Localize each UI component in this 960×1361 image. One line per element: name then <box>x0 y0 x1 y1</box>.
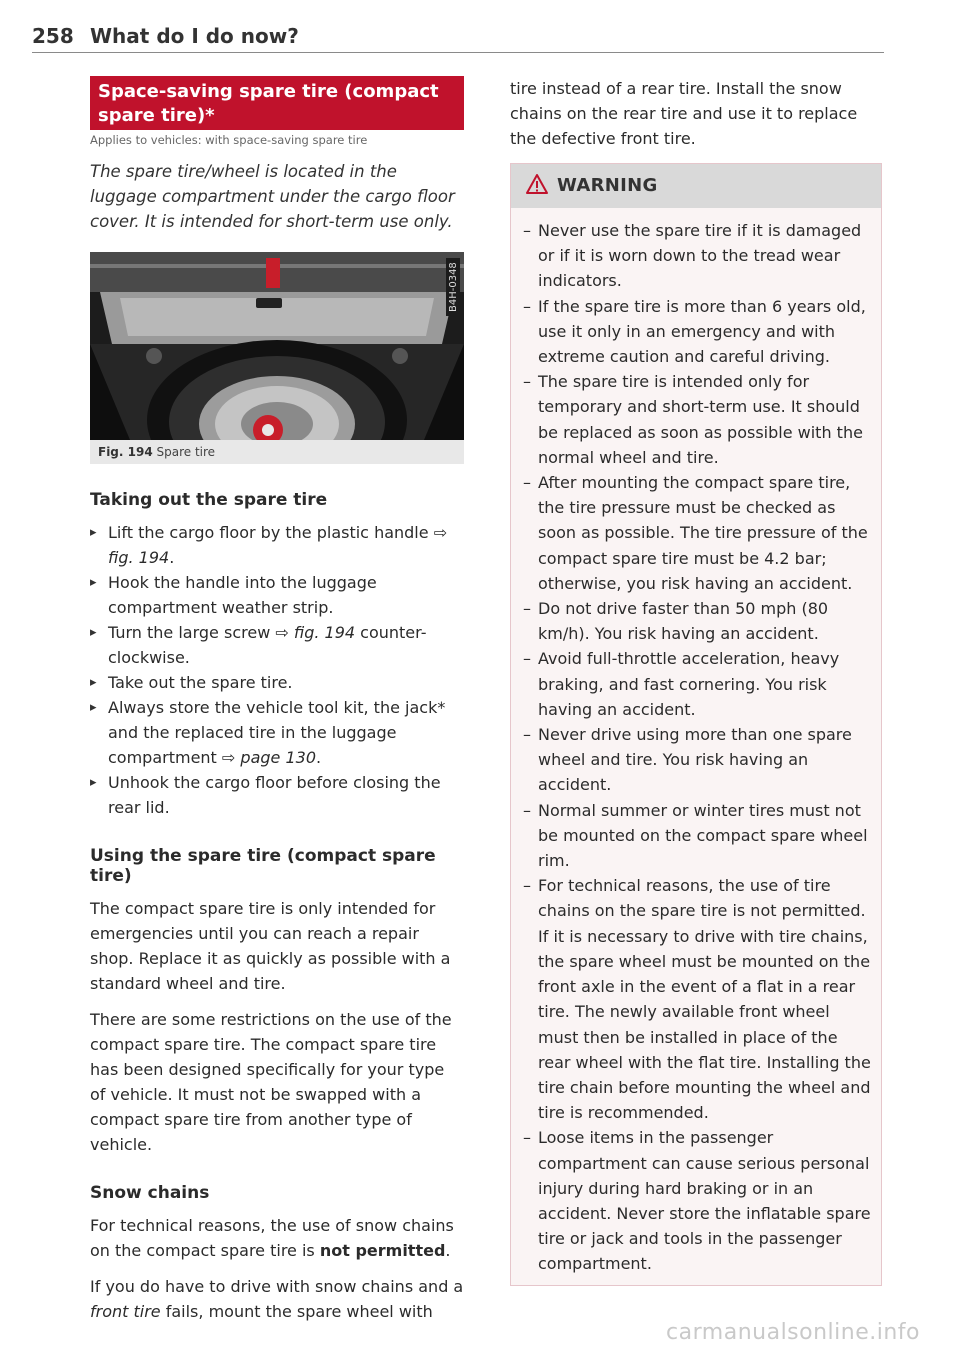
spare-tire-photo <box>90 252 464 464</box>
warning-item: – Avoid full-throttle acceleration, heavy braking, and fast cornering. You risk having an accident. <box>523 646 871 722</box>
warning-item: – Do not drive faster than 50 mph (80 km/h). You risk having an accident. <box>523 596 871 646</box>
using-heading: Using the spare tire (compact spare tire) <box>90 846 436 886</box>
taking-out-heading: Taking out the spare tire <box>90 490 328 510</box>
warning-box <box>510 163 882 1286</box>
warning-header <box>511 164 881 208</box>
step-item: ▸ Always store the vehicle tool kit, the jack* and the replaced tire in the luggage compartment ⇨ page 130. <box>90 695 464 770</box>
warning-item: – If the spare tire is more than 6 years old, use it only in an emergency and with extreme caution and careful driving. <box>523 294 871 370</box>
step-item: ▸ Unhook the cargo floor before closing the rear lid. <box>90 770 464 820</box>
page-header <box>32 22 884 53</box>
using-paragraph-2: There are some restrictions on the use of the compact spare tire. The compact spare tire has been designed specifically for your type of vehicle. It must not be swapped with a compact spare tire from another type of vehicle. <box>90 1010 452 1154</box>
warning-item: – For technical reasons, the use of tire chains on the spare tire is not permitted. If it is necessary to drive with tire chains, the spare wheel must be mounted on the front axle in the event of a flat in a rear tire. The newly available front wheel must then be installed in place of the rear wheel with the flat tire. Installing the tire chain before mounting the wheel and tire is recommended. <box>523 873 871 1125</box>
step-item: ▸ Turn the large screw ⇨ fig. 194 counter-clockwise. <box>90 620 464 670</box>
figure-caption-text: Spare tire <box>156 445 216 459</box>
warning-item: – Never drive using more than one spare wheel and tire. You risk having an accident. <box>523 722 871 798</box>
warning-triangle-icon <box>525 173 549 199</box>
page-link[interactable]: ⇨ page 130 <box>221 748 316 767</box>
warning-item: – Normal summer or winter tires must not be mounted on the compact spare wheel rim. <box>523 798 871 874</box>
section-title: Space-saving spare tire (compact spare tire)* <box>90 76 464 130</box>
warning-item: – Never use the spare tire if it is damaged or if it is worn down to the tread wear indicators. <box>523 218 871 294</box>
step-item: ▸ Take out the spare tire. <box>90 670 464 695</box>
warning-item: – Loose items in the passenger compartment can cause serious personal injury during hard braking or in an accident. Never store the inflatable spare tire or jack and tools in the passenger compartment. <box>523 1125 871 1276</box>
figure-caption <box>98 445 215 459</box>
snow-paragraph-1: For technical reasons, the use of snow chains on the compact spare tire is not permitted. <box>90 1216 454 1260</box>
continued-paragraph: tire instead of a rear tire. Install the snow chains on the rear tire and use it to replace the defective front tire. <box>510 79 858 148</box>
snow-chains-heading: Snow chains <box>90 1183 210 1203</box>
warning-item: – The spare tire is intended only for temporary and short-term use. It should be replaced as soon as possible with the normal wheel and tire. <box>523 369 871 470</box>
taking-out-steps <box>90 520 464 820</box>
intro-text: The spare tire/wheel is located in the luggage compartment under the cargo floor cover. It is intended for short-term use only. <box>90 162 455 231</box>
right-column <box>510 76 882 1286</box>
figure-link[interactable]: ⇨ fig. 194 <box>275 623 356 642</box>
watermark: carmanualsonline.info <box>666 1320 920 1345</box>
applies-to-note: Applies to vehicles: with space-saving spare tire <box>90 133 368 147</box>
warning-item: – After mounting the compact spare tire, the tire pressure must be checked as soon as possible. The tire pressure of the compact spare tire must be 4.2 bar; otherwise, you risk having an accident. <box>523 470 871 596</box>
warning-title: WARNING <box>557 175 658 196</box>
using-paragraph-1: The compact spare tire is only intended for emergencies until you can reach a repair shop. Replace it as quickly as possible with a standard wheel and tire. <box>90 899 451 993</box>
figure-code: B4H-0348 <box>448 262 459 312</box>
figure-link[interactable]: ⇨ fig. 194 <box>108 523 448 567</box>
step-item: ▸ Lift the cargo floor by the plastic handle ⇨ fig. 194. <box>90 520 464 570</box>
figure-label: Fig. 194 <box>98 445 153 459</box>
step-item: ▸ Hook the handle into the luggage compartment weather strip. <box>90 570 464 620</box>
left-column <box>90 76 464 1335</box>
spare-tire-figure <box>90 252 464 464</box>
snow-paragraph-2: If you do have to drive with snow chains and a front tire fails, mount the spare wheel with <box>90 1277 464 1321</box>
page-number: 258 <box>32 24 74 48</box>
warning-list <box>511 208 881 1285</box>
chapter-title: What do I do now? <box>90 24 299 48</box>
